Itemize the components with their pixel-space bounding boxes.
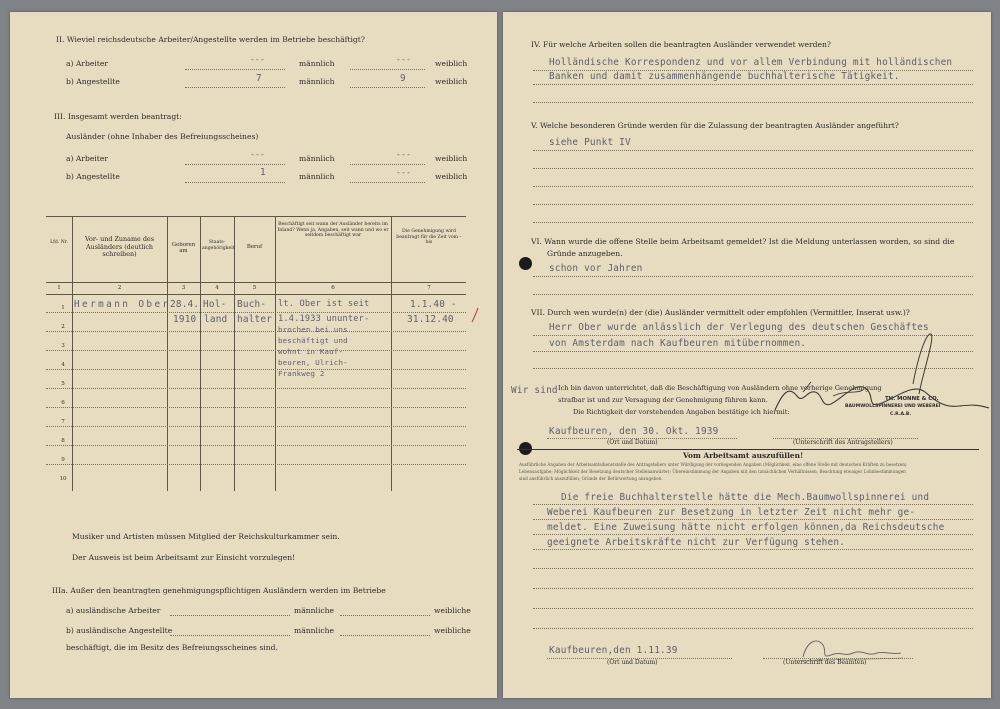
red-check-mark <box>470 306 480 326</box>
q3b-female-value: --- <box>396 168 412 177</box>
row-divider <box>46 369 466 370</box>
table-colnum-bottom-line <box>46 294 466 295</box>
row-divider <box>46 331 466 332</box>
office-answer-1: Die freie Buchhalterstelle hätte die Mech.Baumwollspinnerei und <box>561 492 930 503</box>
entry-employed-4: beschäftigt und <box>278 336 348 345</box>
declaration-place-caption: (Ort und Datum) <box>607 439 658 446</box>
q2b-female-line <box>350 87 425 88</box>
row-divider <box>46 426 466 427</box>
q2a-female-line <box>350 69 425 70</box>
office-sign-caption: (Unterschrift des Beamten) <box>783 659 867 666</box>
row-number: 3 <box>61 343 65 349</box>
entry-employed-7: Frankweg 2 <box>278 369 325 378</box>
punch-hole <box>519 257 532 270</box>
q6-heading-1: VI. Wann wurde die offene Stelle beim Arbeitsamt gemeldet? Ist die Meldung unterlassen worden, so sind die <box>531 237 955 246</box>
declaration-line-2: strafbar ist und zur Versagung der Genehmigung führen kann. <box>558 396 768 404</box>
table-col-divider <box>275 216 276 491</box>
table-col-divider <box>167 216 168 491</box>
office-line <box>533 534 973 535</box>
q3b-label: b) Angestellte <box>66 172 120 181</box>
row-number: 5 <box>61 381 65 387</box>
entry-name: Hermann Ober <box>74 299 171 310</box>
q2a-male-line <box>185 69 285 70</box>
q3a-row-a-male-line <box>170 615 290 616</box>
note-ausweis: Der Ausweis ist beim Arbeitsamt zur Einsicht vorzulegen! <box>72 553 296 562</box>
office-fine-print-3: sind ausführlich auszufüllen; Gründe der Befürwortung anzugeben. <box>519 476 663 481</box>
applicant-signature <box>763 342 991 412</box>
q3a-female-line <box>350 164 425 165</box>
q3a-male-value: --- <box>250 150 266 159</box>
q5-line <box>533 222 973 223</box>
office-answer-2: Weberei Kaufbeuren zur Besetzung in letzter Zeit nicht mehr ge- <box>547 507 916 518</box>
q2b-male-value: 7 <box>256 73 262 84</box>
q2a-label: a) Arbeiter <box>66 59 108 68</box>
q7-answer-1: Herr Ober wurde anlässlich der Verlegung des deutschen Geschäftes <box>549 322 929 333</box>
q5-line <box>533 150 973 151</box>
table-col-divider <box>72 216 73 491</box>
q2b-female-value: 9 <box>400 73 406 84</box>
q3a-row-a-female-label: weibliche <box>434 606 471 615</box>
row-number: 1 <box>61 305 65 311</box>
entry-born-2: 1910 <box>173 314 197 325</box>
office-answer-4: geeignete Arbeitskräfte nicht zur Verfügung stehen. <box>547 537 846 548</box>
table-header-period: Die Genehmigung wird beantragt für die Zeit vom – bis <box>396 229 462 245</box>
col-number: 7 <box>427 285 431 291</box>
entry-period-1: 1.1.40 - <box>410 299 457 310</box>
q3a-heading: IIIa. Außer den beantragten genehmigungspflichtigen Ausländern werden im Betriebe <box>52 586 386 595</box>
row-divider <box>46 407 466 408</box>
q3a-row-b-female-line <box>340 635 430 636</box>
q5-heading: V. Welche besonderen Gründe werden für die Zulassung der beantragten Ausländer angeführt? <box>531 121 899 130</box>
q3a-male-label: männlich <box>299 154 335 163</box>
q3b-female-label: weiblich <box>435 172 468 181</box>
table-header-bottom-line <box>46 282 466 283</box>
office-place-caption: (Ort und Datum) <box>607 659 658 666</box>
declaration-sign-caption: (Unterschrift des Antragstellers) <box>793 439 893 446</box>
q7-line <box>533 335 973 336</box>
table-col-divider <box>234 216 235 491</box>
q5-answer-1: siehe Punkt IV <box>549 137 631 148</box>
company-stamp-2: BAUMWOLLSPINNEREI UND WEBEREI <box>845 404 941 409</box>
q6-answer-1: schon vor Jahren <box>549 263 643 274</box>
declaration-place-date: Kaufbeuren, den 30. Okt. 1939 <box>549 426 719 437</box>
left-page <box>10 12 497 698</box>
office-place-date: Kaufbeuren,den 1.11.39 <box>549 645 678 656</box>
q4-line <box>533 84 973 85</box>
q4-line <box>533 70 973 71</box>
office-answer-3: meldet. Eine Zuweisung hätte nicht erfolgen können,da Reichsdeutsche <box>547 522 945 533</box>
entry-job-2: halter <box>237 314 273 325</box>
declaration-line-3: Die Richtigkeit der vorstehenden Angaben bestätige ich hiermit: <box>573 408 790 416</box>
office-separator <box>517 449 979 450</box>
table-col-divider <box>200 216 201 491</box>
col-number: 4 <box>215 285 219 291</box>
entry-nationality-2: land <box>204 314 228 325</box>
q3a-footer: beschäftigt, die im Besitz des Befreiungsscheines sind. <box>66 643 278 652</box>
q6-line <box>533 294 973 295</box>
q3b-male-label: männlich <box>299 172 335 181</box>
q2b-female-label: weiblich <box>435 77 468 86</box>
q2b-male-line <box>185 87 285 88</box>
q2a-male-value: --- <box>250 55 266 64</box>
table-col-divider <box>391 216 392 491</box>
office-line <box>533 568 973 569</box>
table-header-employed: Beschäftigt seit wann der Ausländer bereits im Inland? Wenn ja, Angaben, seit wann und wo er seitdem beschäftigt war <box>277 222 389 238</box>
entry-nationality-1: Hol- <box>203 299 227 310</box>
row-number: 6 <box>61 400 65 406</box>
entry-employed-6: beuren, Ulrich- <box>278 358 348 367</box>
office-line <box>533 608 973 609</box>
q2a-male-label: männlich <box>299 59 335 68</box>
q3a-row-a-male-label: männliche <box>294 606 335 615</box>
q3a-row-b-male-label: männliche <box>294 626 335 635</box>
entry-period-2: 31.12.40 <box>407 314 454 325</box>
col-number: 6 <box>331 285 335 291</box>
entry-employed-1: lt. Ober ist seit <box>278 299 370 309</box>
q3b-female-line <box>350 182 425 183</box>
q2a-female-value: --- <box>396 55 412 64</box>
q2-heading: II. Wieviel reichsdeutsche Arbeiter/Angestellte werden im Betriebe beschäftigt? <box>56 35 365 44</box>
row-divider <box>46 350 466 351</box>
col-number: 3 <box>181 285 186 291</box>
q3a-row-a-female-line <box>340 615 430 616</box>
row-number: 2 <box>61 324 65 330</box>
row-number: 7 <box>61 419 65 425</box>
q3a-row-a-label: a) ausländische Arbeiter <box>66 606 161 615</box>
row-number: 4 <box>61 362 65 368</box>
table-header-nr: Lfd. Nr. <box>50 240 68 245</box>
q2b-male-label: männlich <box>299 77 335 86</box>
entry-born-1: 28.4. <box>170 299 200 310</box>
office-line <box>533 588 973 589</box>
q5-line <box>533 204 973 205</box>
row-divider <box>46 464 466 465</box>
q3a-male-line <box>185 164 285 165</box>
q6-line <box>533 276 973 277</box>
q3-sub: Ausländer (ohne Inhaber des Befreiungsscheines) <box>66 132 259 141</box>
q7-answer-2: von Amsterdam nach Kaufbeuren mitübernommen. <box>549 338 807 349</box>
q3-heading: III. Insgesamt werden beantragt: <box>54 112 182 121</box>
table-top-line <box>46 216 466 217</box>
q3a-row-b-male-line <box>170 635 290 636</box>
col-number: 2 <box>117 285 122 291</box>
company-stamp-3: C.R.A.B. <box>890 412 912 417</box>
entry-employed-5: wohnt in Kauf- <box>278 347 344 356</box>
right-page <box>503 12 991 698</box>
q3a-female-value: --- <box>396 150 412 159</box>
note-musicians: Musiker und Artisten müssen Mitglied der Reichskulturkammer sein. <box>72 532 340 541</box>
row-number: 8 <box>61 438 65 444</box>
row-number: 10 <box>59 476 67 482</box>
col-number: 1 <box>57 285 61 291</box>
office-line <box>533 519 973 520</box>
row-divider <box>46 445 466 446</box>
q3a-row-b-label: b) ausländische Angestellte <box>66 626 173 635</box>
office-heading: Vom Arbeitsamt auszufüllen! <box>683 451 804 460</box>
q3b-male-value: 1 <box>260 167 266 178</box>
declaration-line-1: Ich bin davon unterrichtet, daß die Beschäftigung von Ausländern ohne vorherige Genehmigung <box>558 384 882 392</box>
q4-answer-2: Banken und damit zusammenhängende buchhalterische Tätigkeit. <box>549 71 900 82</box>
q3b-male-line <box>185 182 285 183</box>
entry-employed-2: 1.4.1933 ununter- <box>278 314 370 324</box>
entry-job-1: Buch- <box>237 299 267 310</box>
q5-line <box>533 186 973 187</box>
q6-heading-2: Gründe anzugeben. <box>547 249 623 258</box>
q3a-row-b-female-label: weibliche <box>434 626 471 635</box>
col-number: 5 <box>252 285 257 291</box>
q3a-female-label: weiblich <box>435 154 468 163</box>
company-stamp-1: TH. MONNE & CO. <box>885 396 939 402</box>
table-header-nationality: Staats-angehörigkeit <box>202 240 235 251</box>
office-fine-print-2: Lebensaufgabe; Möglichkeit der Besetzung deutscher Stellenanwärter; Übereinstimmung der Angaben mit den tatsächlichen Verhältnissen; Beachtung etwaiger Lohnbestimmungen <box>519 469 906 474</box>
row-divider <box>46 388 466 389</box>
q4-heading: IV. Für welche Arbeiten sollen die beantragten Ausländer verwendet werden? <box>531 40 832 49</box>
q3a-label: a) Arbeiter <box>66 154 108 163</box>
table-header-name: Vor- und Zuname des Ausländers (deutlich schreiben) <box>85 235 154 259</box>
declaration-wir-sind: Wir sind <box>511 385 558 396</box>
entry-employed-3: brochen bei uns <box>278 325 348 334</box>
q4-answer-1: Holländische Korrespondenz und vor allem Verbindung mit holländischen <box>549 57 953 68</box>
q7-heading: VII. Durch wen wurde(n) der (die) Ausländer vermittelt oder empfohlen (Vermittler, Inserat usw.)? <box>531 308 910 317</box>
table-header-job: Beruf <box>246 244 263 250</box>
q2b-label: b) Angestellte <box>66 77 120 86</box>
q4-line <box>533 102 973 103</box>
office-line <box>533 549 973 550</box>
office-fine-print-1: Ausführliche Angaben der Arbeitsamtsdienststelle des Antragstellers unter Würdigung der vorliegenden Angaben (Möglichkeit, eine offene Stelle mit deutschen Kräften zu besetzen) <box>519 462 907 467</box>
q5-line <box>533 168 973 169</box>
row-divider <box>46 312 466 313</box>
row-number: 9 <box>61 457 65 463</box>
q2a-female-label: weiblich <box>435 59 468 68</box>
table-header-born: Geboren am <box>171 242 196 255</box>
office-line <box>533 504 973 505</box>
